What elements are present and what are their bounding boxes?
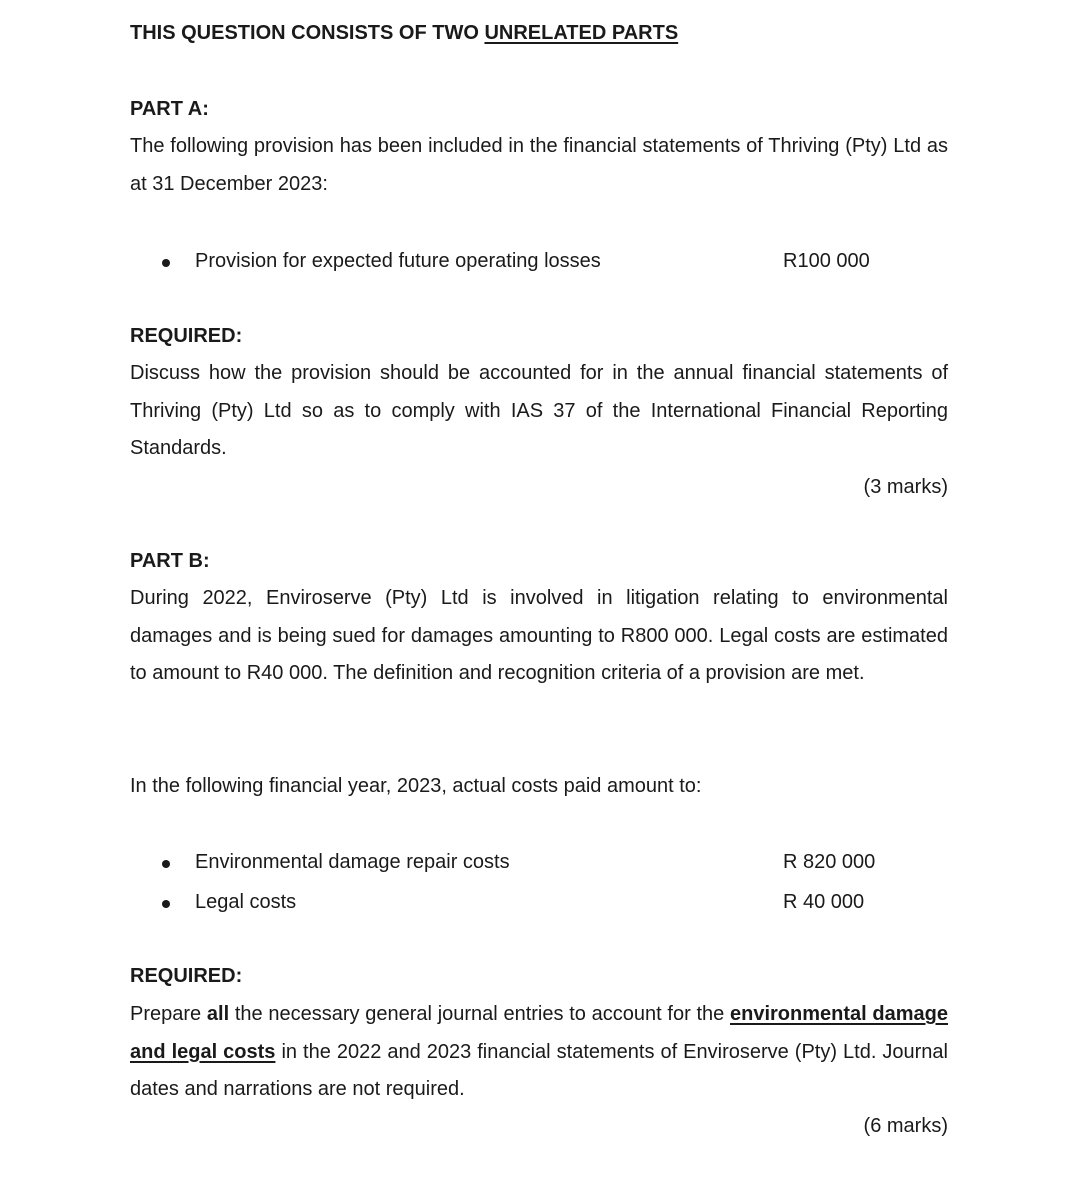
list-item-label: Legal costs <box>195 891 297 913</box>
list-item-amount: R 820 000 <box>783 851 876 873</box>
part-a-intro: The following provision has been included in the financial statements of Thriving (Pty) Ltd as at 31 December 2023: <box>130 135 948 195</box>
part-b-required-text <box>130 996 948 1109</box>
part-b-list-item <box>130 891 948 919</box>
part-a-required-text: Discuss how the provision should be accounted for in the annual financial statements of Thriving (Pty) Ltd so as to comply with IAS 37 of the International Financial Reporting Standards. <box>130 362 948 460</box>
bullet-icon <box>162 860 170 868</box>
part-b-list-item <box>130 851 948 879</box>
bullet-icon <box>162 259 170 267</box>
part-a-list-item <box>130 250 948 278</box>
part-b-heading: PART B: <box>130 550 210 572</box>
part-a-required-heading: REQUIRED: <box>130 325 243 347</box>
required-text-part: in the 2022 and 2023 financial statements of Enviroserve (Pty) Ltd. Journal dates and narrations are not required. <box>130 1040 948 1101</box>
part-a-marks: (3 marks) <box>863 476 948 498</box>
list-item-label: Provision for expected future operating losses <box>195 250 601 272</box>
bullet-icon <box>162 900 170 908</box>
part-b-intro: During 2022, Enviroserve (Pty) Ltd is involved in litigation relating to environmental damages and is being sued for damages amounting to R800 000. Legal costs are estimated to amount to R40 000. The definition and recognition criteria of a provision are met. <box>130 587 948 685</box>
list-item-amount: R 40 000 <box>783 891 865 913</box>
header-emphasis: UNRELATED PARTS <box>484 22 679 44</box>
question-header <box>130 22 678 45</box>
required-emphasis-all: all <box>206 1003 230 1025</box>
part-b-followup: In the following financial year, 2023, actual costs paid amount to: <box>130 775 702 797</box>
required-emphasis-costs: environmental damage and legal costs <box>130 1003 949 1063</box>
part-b-required-heading: REQUIRED: <box>130 965 243 987</box>
required-text-part: the necessary general journal entries to account for the <box>229 1003 730 1025</box>
part-a-heading: PART A: <box>130 98 209 120</box>
list-item-amount: R100 000 <box>783 250 870 272</box>
list-item-label: Environmental damage repair costs <box>195 851 510 873</box>
header-lead: THIS QUESTION CONSISTS OF TWO <box>130 22 485 44</box>
required-text-part: Prepare <box>130 1003 207 1025</box>
part-b-marks: (6 marks) <box>863 1115 948 1137</box>
